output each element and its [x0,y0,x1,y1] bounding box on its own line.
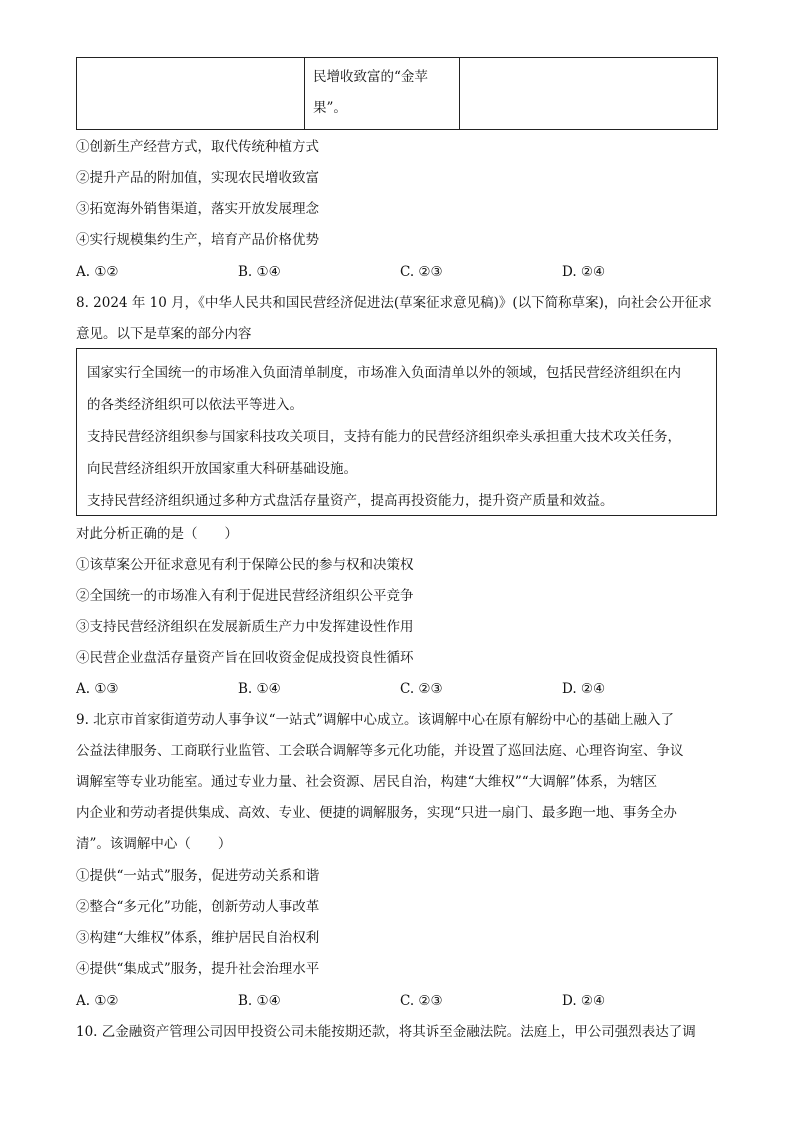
q8-material-box [76,348,717,516]
table-cell-text: 果”。 [313,100,347,116]
q8-stem-line-2: 意见。以下是草案的部分内容 [76,326,252,342]
q8-box-line: 支持民营经济组织通过多种方式盘活存量资产，提高再投资能力，提升资产质量和效益。 [87,493,614,509]
q9-stem-line-2: 公益法律服务、工商联行业监管、工会联合调解等多元化功能，并设置了巡回法庭、心理咨询室、争议 [76,743,684,759]
q7-option-a[interactable]: A. ①② [76,264,119,280]
q9-option-a[interactable]: A. ①② [76,993,119,1009]
q7-option-d[interactable]: D. ②④ [562,264,606,280]
q8-option-b[interactable]: B. ①④ [238,681,281,697]
table-cell-middle [305,58,460,130]
q9-stem-line-3: 调解室等专业功能室。通过专业力量、社会资源、居民自治，构建“大维权”“大调解”体系，为辖区 [76,774,658,790]
q9-item-2: ②整合“多元化”功能，创新劳动人事改革 [76,899,320,915]
q7-item-3: ③拓宽海外销售渠道，落实开放发展理念 [76,201,319,217]
q7-option-c[interactable]: C. ②③ [400,264,443,280]
q9-stem-line-1: 9. 北京市首家街道劳动人事争议“一站式”调解中心成立。该调解中心在原有解纷中心的基础上融入了 [76,712,674,728]
q9-item-4: ④提供“集成式”服务，提升社会治理水平 [76,961,320,977]
q7-item-2: ②提升产品的附加值，实现农民增收致富 [76,170,319,186]
q9-stem-line-5: 清”。该调解中心（ ） [76,836,232,852]
q8-item-1: ①该草案公开征求意见有利于保障公民的参与权和决策权 [76,557,414,573]
q8-option-a[interactable]: A. ①③ [76,681,119,697]
q8-option-c[interactable]: C. ②③ [400,681,443,697]
q8-box-line: 支持民营经济组织参与国家科技攻关项目，支持有能力的民营经济组织牵头承担重大技术攻关任务， [87,429,681,445]
q9-item-3: ③构建“大维权”体系，维护居民自治权利 [76,930,320,946]
q8-stem-line-1: 8. 2024 年 10 月，《中华人民共和国民营经济促进法(草案征求意见稿)》(以下简称草案)，向社会公开征求 [76,295,712,311]
table-cell-left [77,58,305,130]
q7-item-1: ①创新生产经营方式，取代传统种植方式 [76,139,319,155]
q10-stem-line-1: 10. 乙金融资产管理公司因甲投资公司未能按期还款，将其诉至金融法院。法庭上，甲公司强烈表达了调 [76,1024,696,1040]
q8-box-line: 国家实行全国统一的市场准入负面清单制度，市场准入负面清单以外的领域，包括民营经济组织在内 [87,365,681,381]
q9-option-d[interactable]: D. ②④ [562,993,606,1009]
q9-item-1: ①提供“一站式”服务，促进劳动关系和谐 [76,868,320,884]
q8-item-3: ③支持民营经济组织在发展新质生产力中发挥建设性作用 [76,619,414,635]
continued-table [76,57,718,130]
q9-option-b[interactable]: B. ①④ [238,993,281,1009]
table-cell-text: 民增收致富的“金苹 [313,69,428,85]
table-cell-right [460,58,718,130]
q8-item-4: ④民营企业盘活存量资产旨在回收资金促成投资良性循环 [76,650,414,666]
q8-box-line: 向民营经济组织开放国家重大科研基础设施。 [87,461,357,477]
q8-prompt: 对此分析正确的是（ ） [76,526,238,542]
q8-box-line: 的各类经济组织可以依法平等进入。 [87,397,303,413]
q7-option-b[interactable]: B. ①④ [238,264,281,280]
q8-option-d[interactable]: D. ②④ [562,681,606,697]
q7-item-4: ④实行规模集约生产，培育产品价格优势 [76,232,319,248]
q9-option-c[interactable]: C. ②③ [400,993,443,1009]
q8-item-2: ②全国统一的市场准入有利于促进民营经济组织公平竞争 [76,588,414,604]
q9-stem-line-4: 内企业和劳动者提供集成、高效、专业、便捷的调解服务，实现“只进一扇门、最多跑一地、事务全办 [76,805,677,821]
